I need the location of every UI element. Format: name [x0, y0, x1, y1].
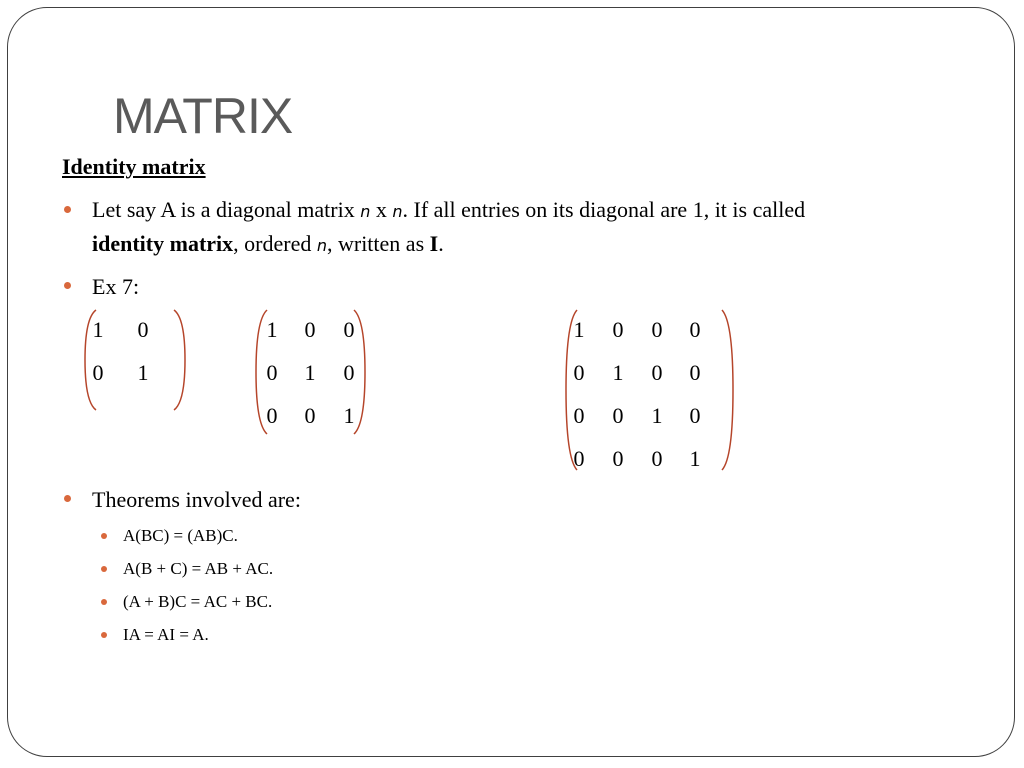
matrix-cell: 1: [343, 403, 355, 428]
definition-text: . If all entries on its diagonal are 1, it is called: [402, 197, 806, 222]
matrix-cell: 0: [612, 446, 624, 471]
definition-line-1: [92, 193, 805, 229]
matrix-cell: 0: [343, 317, 355, 342]
matrix-cell: 1: [651, 403, 663, 428]
bullet-marker: [64, 206, 71, 213]
matrix-cell: 0: [612, 317, 624, 342]
right-bracket: [172, 308, 188, 412]
matrix-cell: 0: [689, 403, 701, 428]
theorems-label: Theorems involved are:: [92, 487, 301, 512]
matrix-cell: 0: [651, 317, 663, 342]
bullet-marker: [64, 282, 71, 289]
sub-bullet-marker: [101, 632, 107, 638]
matrix-cell: 0: [573, 403, 585, 428]
right-bracket: [720, 308, 736, 472]
period: .: [438, 231, 444, 256]
matrix-cell: 0: [304, 317, 316, 342]
definition-line-2: [92, 227, 444, 263]
matrix-cell: 0: [92, 360, 104, 385]
matrix-cell: 0: [651, 446, 663, 471]
definition-text: , ordered: [233, 231, 317, 256]
matrix-cell: 0: [266, 360, 278, 385]
matrix-cell: 1: [92, 317, 104, 342]
identity-symbol: I: [429, 231, 439, 256]
matrix-cell: 1: [612, 360, 624, 385]
matrix-cell: 0: [137, 317, 149, 342]
matrix-cell: 1: [137, 360, 149, 385]
theorem-item: A(B + C) = AB + AC.: [123, 559, 274, 578]
var-n: n: [360, 202, 371, 221]
matrix-cell: 0: [573, 446, 585, 471]
sub-bullet-marker: [101, 533, 107, 539]
slide-title: MATRIX: [113, 88, 293, 144]
matrix-cell: 1: [689, 446, 701, 471]
var-n: n: [316, 236, 327, 255]
matrix-cell: 0: [343, 360, 355, 385]
theorem-item: A(BC) = (AB)C.: [123, 526, 238, 545]
example-label: Ex 7:: [92, 274, 140, 299]
bold-term: identity matrix: [92, 231, 234, 256]
definition-text: Let say A is a diagonal matrix: [92, 197, 361, 222]
matrix-cell: 0: [689, 317, 701, 342]
definition-text: , written as: [326, 231, 430, 256]
matrix-cell: 0: [573, 360, 585, 385]
sub-bullet-marker: [101, 599, 107, 605]
matrix-cell: 0: [266, 403, 278, 428]
matrix-cell: 0: [689, 360, 701, 385]
var-n: n: [392, 202, 403, 221]
section-heading: Identity matrix: [62, 154, 206, 179]
theorem-item: (A + B)C = AC + BC.: [123, 592, 273, 611]
theorem-item: IA = AI = A.: [123, 625, 209, 644]
matrix-cell: 0: [612, 403, 624, 428]
times-sign: x: [370, 197, 393, 222]
matrix-cell: 1: [304, 360, 316, 385]
sub-bullet-marker: [101, 566, 107, 572]
matrix-cell: 1: [266, 317, 278, 342]
bullet-marker: [64, 495, 71, 502]
matrix-cell: 1: [573, 317, 585, 342]
matrix-cell: 0: [651, 360, 663, 385]
matrix-cell: 0: [304, 403, 316, 428]
